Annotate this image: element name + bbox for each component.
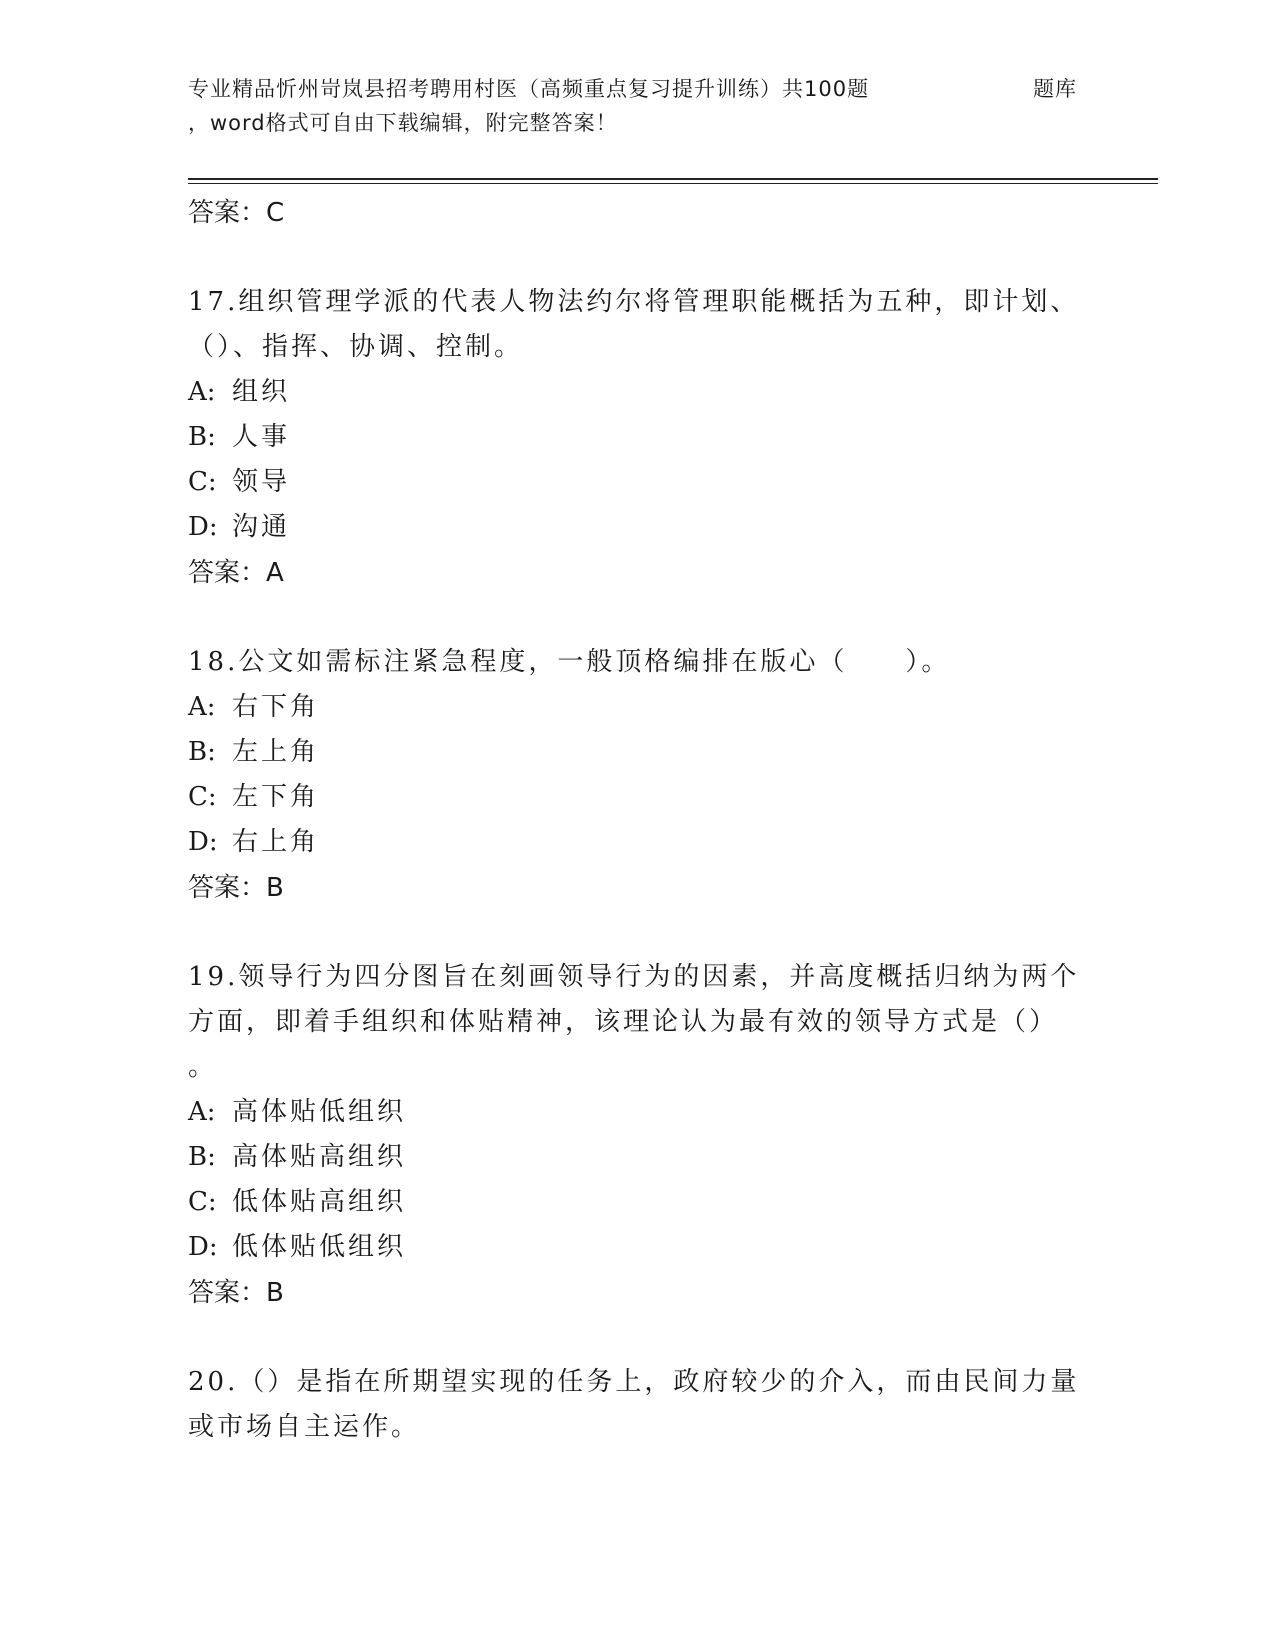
question-17 — [188, 280, 1088, 596]
option-text: 低体贴低组织 — [232, 1232, 407, 1262]
option-text: 右下角 — [232, 692, 320, 722]
option-text: 高体贴高组织 — [232, 1142, 407, 1172]
question-20 — [188, 1360, 1088, 1450]
option-b — [188, 1135, 1088, 1180]
answer-line: 答案：B — [188, 873, 284, 903]
option-d — [188, 505, 1088, 550]
option-label: D: — [188, 1232, 218, 1262]
question-list — [188, 190, 1088, 1450]
option-label: B: — [188, 737, 216, 767]
question-text: 20.（）是指在所期望实现的任务上，政府较少的介入，而由民间力量 — [188, 1367, 1080, 1397]
question-text: 18.公文如需标注紧急程度，一般顶格编排在版心（ ）。 — [188, 647, 951, 677]
option-b — [188, 730, 1088, 775]
option-label: B: — [188, 1142, 216, 1172]
question-text: 。 — [188, 1052, 218, 1082]
header-rule-thick — [188, 178, 1158, 180]
option-text: 人事 — [232, 422, 291, 452]
option-text: 左下角 — [232, 782, 320, 812]
option-text: 右上角 — [232, 827, 320, 857]
header-title: 专业精品忻州岢岚县招考聘用村医（高频重点复习提升训练）共100题 — [188, 77, 870, 101]
question-19 — [188, 955, 1088, 1316]
question-text: 19.领导行为四分图旨在刻画领导行为的因素，并高度概括归纳为两个 — [188, 962, 1080, 992]
question-18 — [188, 640, 1088, 911]
option-a — [188, 685, 1088, 730]
header-rule-thin — [188, 183, 1158, 184]
option-text: 沟通 — [232, 512, 291, 542]
option-b — [188, 415, 1088, 460]
page-header — [188, 72, 1088, 140]
option-a — [188, 1090, 1088, 1135]
option-label: B: — [188, 422, 216, 452]
option-text: 左上角 — [232, 737, 320, 767]
option-label: A: — [188, 692, 216, 722]
option-c — [188, 460, 1088, 505]
option-label: A: — [188, 1097, 216, 1127]
option-label: D: — [188, 827, 218, 857]
question-text: 或市场自主运作。 — [188, 1412, 421, 1442]
question-text: （）、指挥、协调、控制。 — [188, 332, 524, 362]
header-subtitle: ，word格式可自由下载编辑，附完整答案！ — [188, 111, 618, 135]
option-d — [188, 1225, 1088, 1270]
option-text: 低体贴高组织 — [232, 1187, 407, 1217]
answer-line: 答案：C — [188, 198, 285, 228]
question-text: 方面，即着手组织和体贴精神，该理论认为最有效的领导方式是（） — [188, 1007, 1059, 1037]
question-text: 17.组织管理学派的代表人物法约尔将管理职能概括为五种，即计划、 — [188, 287, 1080, 317]
answer-line: 答案：B — [188, 1278, 284, 1308]
answer-line: 答案：A — [188, 558, 284, 588]
option-a — [188, 370, 1088, 415]
option-text: 领导 — [232, 467, 291, 497]
option-text: 组织 — [232, 377, 291, 407]
option-d — [188, 820, 1088, 865]
header-tag: 题库 — [1033, 77, 1077, 101]
option-label: C: — [188, 1187, 217, 1217]
option-label: C: — [188, 467, 217, 497]
option-label: A: — [188, 377, 216, 407]
option-text: 高体贴低组织 — [232, 1097, 407, 1127]
option-label: C: — [188, 782, 217, 812]
option-c — [188, 1180, 1088, 1225]
option-c — [188, 775, 1088, 820]
option-label: D: — [188, 512, 218, 542]
